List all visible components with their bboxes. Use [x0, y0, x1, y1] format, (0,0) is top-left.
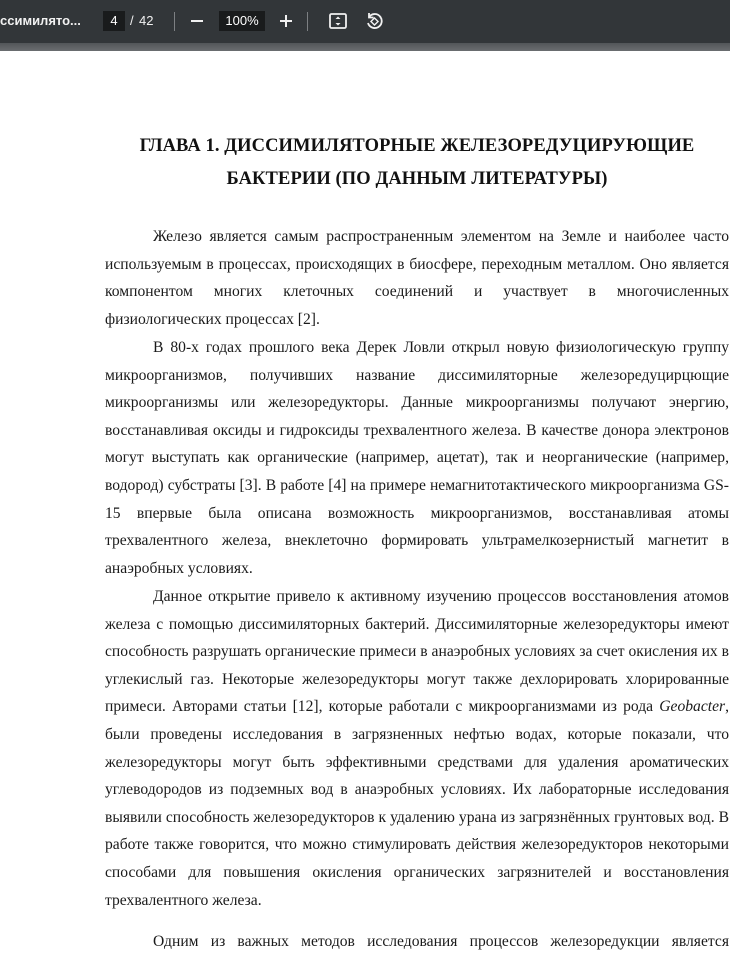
toolbar-divider: [174, 12, 175, 31]
page-number-input[interactable]: 4: [103, 11, 125, 31]
rotate-icon: [364, 11, 384, 31]
chapter-heading-line2: БАКТЕРИИ (ПО ДАННЫМ ЛИТЕРАТУРЫ): [226, 169, 608, 189]
paragraph-2: В 80-х годах прошлого века Дерек Ловли открыл новую физиологическую группу микроорганизмов, получивших название диссимиляторные железоредуцирцющие микроорганизмы или железоредукторы. Данные микроорганизмы получают энергию, восстанавливая оксиды и гидроксиды трехвалентного железа. В качестве донора электронов могут выступать как органические (например, ацетат), так и неорганические (например, водород) субстраты [3]. В работе [4] на примере немагнитотактического микроорганизма GS-15 впервые была описана возможность микроорганизмов, восстанавливая атомы трехвалентного железа, внеклеточно формировать ультрамелкозернистый магнетит в анаэробных условиях.: [105, 339, 729, 577]
paragraph-3: [105, 583, 729, 914]
paragraph-3-text-start: Данное открытие привело к активному изучению процессов восстановления атомов железа с помощью диссимиляторных бактерий. Диссимиляторные железоредукторы имеют способность разрушать органические примеси в анаэробных условиях за счет окисления их в углекислый газ. Некоторые железоредукторы могут также дехлорировать хлорированные примеси. Авторами статьи [12], которые работали с микроорганизмами из рода: [105, 588, 729, 716]
page-total: 42: [139, 13, 154, 28]
genus-name: Geobacter: [659, 698, 726, 716]
zoom-out-icon: [190, 14, 204, 28]
zoom-in-button[interactable]: [274, 9, 298, 33]
chapter-heading-line1: ГЛАВА 1. ДИССИМИЛЯТОРНЫЕ ЖЕЛЕЗОРЕДУЦИРУЮЩИЕ: [139, 136, 695, 156]
page-separator: /: [130, 13, 134, 28]
pdf-toolbar: [0, 0, 730, 43]
paragraph-1: Железо является самым распространенным элементом на Земле и наиболее часто используемым в процессах, происходящих в биосфере, переходным металлом. Оно является компонентом многих клеточных соединений и участвует в многочисленных физиологических процессах [2].: [105, 228, 729, 328]
zoom-in-icon: [279, 14, 293, 28]
paragraph-4: Одним из важных методов исследования процессов железоредукции является: [153, 933, 729, 950]
paragraph-3-text-end: , были проведены исследования в загрязненных нефтью водах, которые показали, что железоредукторы могут быть эффективными средствами для удаления ароматических углеводородов из подземных вод в анаэробных условиях. Их лабораторные исследования выявили способность железоредукторов к удалению урана из загрязнённых грунтовых вод. В работе также говорится, что можно стимулировать действия железоредукторов некоторыми способами для повышения окисления органических загрязнителей и восстановления трехвалентного железа.: [105, 698, 729, 909]
rotate-button[interactable]: [362, 9, 386, 33]
zoom-out-button[interactable]: [185, 9, 209, 33]
fit-page-button[interactable]: [326, 9, 350, 33]
document-page: [0, 51, 730, 955]
toolbar-divider: [307, 12, 308, 31]
document-title: ссимилято...: [0, 13, 81, 28]
zoom-level-input[interactable]: 100%: [219, 11, 265, 31]
fit-page-icon: [328, 11, 348, 31]
toolbar-shadow: [0, 43, 730, 51]
